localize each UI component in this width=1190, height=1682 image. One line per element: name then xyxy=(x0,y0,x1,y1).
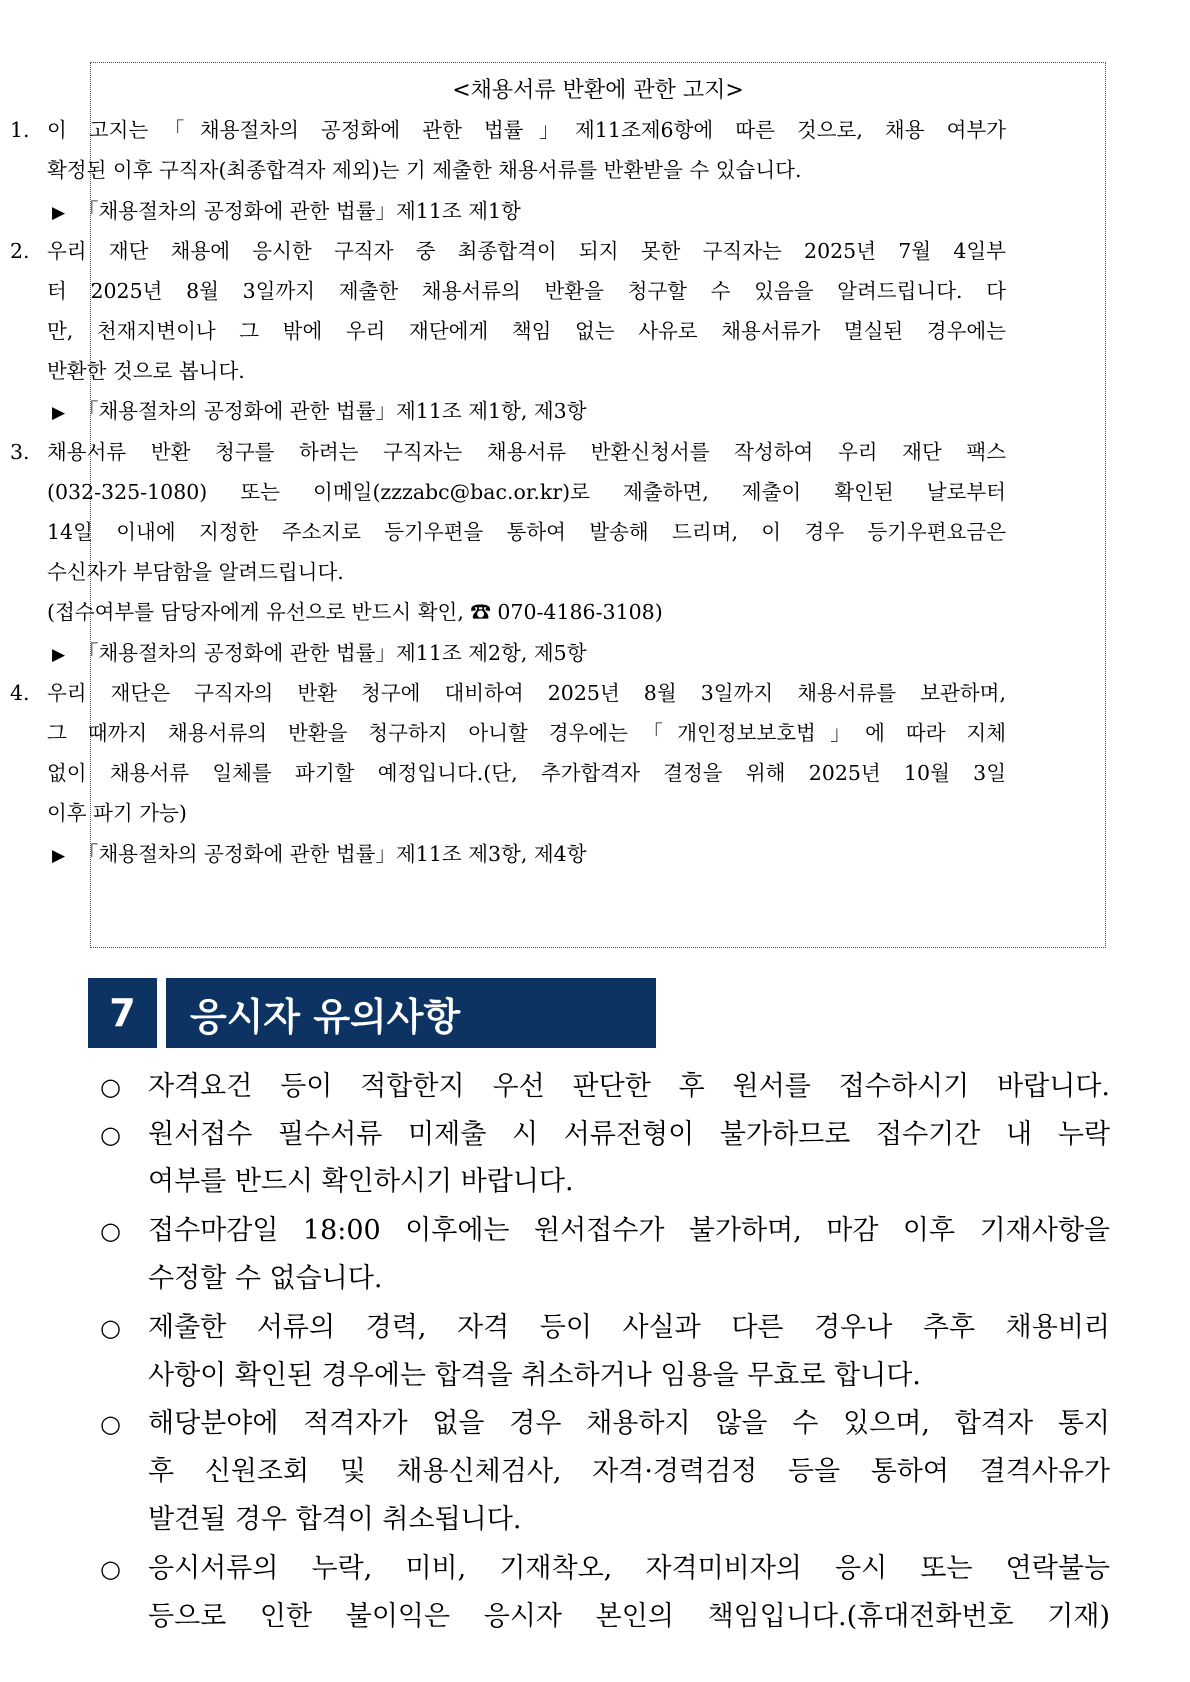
circle-bullet-icon: ○ xyxy=(100,1217,121,1245)
section-title: 응시자 유의사항 xyxy=(166,978,656,1048)
caution-4-line-1: 제출한 서류의 경력, 자격 등이 사실과 다른 경우나 추후 채용비리 xyxy=(148,1312,1110,1343)
notice-item-number: 3. xyxy=(10,440,30,464)
caution-6-line-1: 응시서류의 누락, 미비, 기재착오, 자격미비자의 응시 또는 연락불능 xyxy=(148,1553,1110,1584)
notice-item-3-line-4: 수신자가 부담함을 알려드립니다. xyxy=(47,560,344,584)
notice-item-3-line-1: 3. 채용서류 반환 청구를 하려는 구직자는 채용서류 반환신청서를 작성하여 우리 재단 팩스 xyxy=(10,440,1006,464)
caution-5-line-1: 해당분야에 적격자가 없을 경우 채용하지 않을 수 있으며, 합격자 통지 xyxy=(148,1408,1110,1439)
notice-item-4-line-3: 없이 채용서류 일체를 파기할 예정입니다.(단, 추가합격자 결정을 위해 2025년 10월 3일 xyxy=(47,761,1006,785)
notice-item-3-line-2: (032-325-1080) 또는 이메일(zzzabc@bac.or.kr)로 제출하면, 제출이 확인된 날로부터 xyxy=(47,480,1006,504)
notice-title: <채용서류 반환에 관한 고지> xyxy=(452,78,744,103)
notice-item-2-line-1: 2. 우리 재단 채용에 응시한 구직자 중 최종합격이 되지 못한 구직자는 2025년 7월 4일부 xyxy=(10,239,1006,263)
arrow-right-icon: ▶ xyxy=(52,203,66,223)
notice-item-2-line-2: 터 2025년 8월 3일까지 제출한 채용서류의 반환을 청구할 수 있음을 알려드립니다. 다 xyxy=(47,279,1006,303)
notice-item-number: 1. xyxy=(10,118,30,142)
circle-bullet-icon: ○ xyxy=(100,1121,121,1149)
arrow-right-icon: ▶ xyxy=(52,645,66,665)
notice-item-number: 4. xyxy=(10,681,30,705)
notice-item-1-line-2: 확정된 이후 구직자(최종합격자 제외)는 기 제출한 채용서류를 반환받을 수 있습니다. xyxy=(47,158,802,182)
circle-bullet-icon: ○ xyxy=(100,1314,121,1342)
notice-item-3-contact: (접수여부를 담당자에게 유선으로 반드시 확인, ☎ 070-4186-3108) xyxy=(47,600,663,624)
section-number: 7 xyxy=(88,978,157,1048)
caution-5-line-2: 후 신원조회 및 채용신체검사, 자격·경력검정 등을 통하여 결격사유가 xyxy=(148,1456,1110,1487)
caution-2-line-2: 여부를 반드시 확인하시기 바랍니다. xyxy=(148,1166,574,1197)
notice-item-4-line-4: 이후 파기 가능) xyxy=(47,801,187,825)
caution-3-line-1: 접수마감일 18:00 이후에는 원서접수가 불가하며, 마감 이후 기재사항을 xyxy=(148,1215,1110,1246)
caution-5-line-3: 발견될 경우 합격이 취소됩니다. xyxy=(148,1504,522,1535)
notice-item-1-reference: ▶ 「채용절차의 공정화에 관한 법률」제11조 제1항 xyxy=(52,197,952,227)
circle-bullet-icon: ○ xyxy=(100,1073,121,1101)
caution-6-line-2: 등으로 인한 불이익은 응시자 본인의 책임입니다.(휴대전화번호 기재) xyxy=(148,1601,1110,1632)
notice-item-4-reference: ▶ 「채용절차의 공정화에 관한 법률」제11조 제3항, 제4항 xyxy=(52,840,952,870)
caution-4-line-2: 사항이 확인된 경우에는 합격을 취소하거나 임용을 무효로 합니다. xyxy=(148,1360,921,1391)
notice-item-1-line-1: 1. 이 고지는「채용절차의 공정화에 관한 법률」제11조제6항에 따른 것으로, 채용 여부가 xyxy=(10,118,1006,142)
caution-1-line-1: 자격요건 등이 적합한지 우선 판단한 후 원서를 접수하시기 바랍니다. xyxy=(148,1071,1110,1102)
notice-item-3-reference: ▶ 「채용절차의 공정화에 관한 법률」제11조 제2항, 제5항 xyxy=(52,639,952,669)
notice-item-4-line-2: 그 때까지 채용서류의 반환을 청구하지 아니할 경우에는「개인정보보호법」에 따라 지체 xyxy=(47,721,1006,745)
notice-item-4-line-1: 4. 우리 재단은 구직자의 반환 청구에 대비하여 2025년 8월 3일까지 채용서류를 보관하며, xyxy=(10,681,1006,705)
circle-bullet-icon: ○ xyxy=(100,1410,121,1438)
notice-item-3-line-3: 14일 이내에 지정한 주소지로 등기우편을 통하여 발송해 드리며, 이 경우 등기우편요금은 xyxy=(47,520,1006,544)
notice-item-2-line-4: 반환한 것으로 봅니다. xyxy=(47,359,245,383)
notice-item-2-reference: ▶ 「채용절차의 공정화에 관한 법률」제11조 제1항, 제3항 xyxy=(52,397,952,427)
circle-bullet-icon: ○ xyxy=(100,1555,121,1583)
caution-2-line-1: 원서접수 필수서류 미제출 시 서류전형이 불가하므로 접수기간 내 누락 xyxy=(148,1119,1110,1150)
arrow-right-icon: ▶ xyxy=(52,403,66,423)
notice-item-2-line-3: 만, 천재지변이나 그 밖에 우리 재단에게 책임 없는 사유로 채용서류가 멸실된 경우에는 xyxy=(47,319,1006,343)
caution-3-line-2: 수정할 수 없습니다. xyxy=(148,1263,383,1294)
arrow-right-icon: ▶ xyxy=(52,846,66,866)
notice-item-number: 2. xyxy=(10,239,30,263)
